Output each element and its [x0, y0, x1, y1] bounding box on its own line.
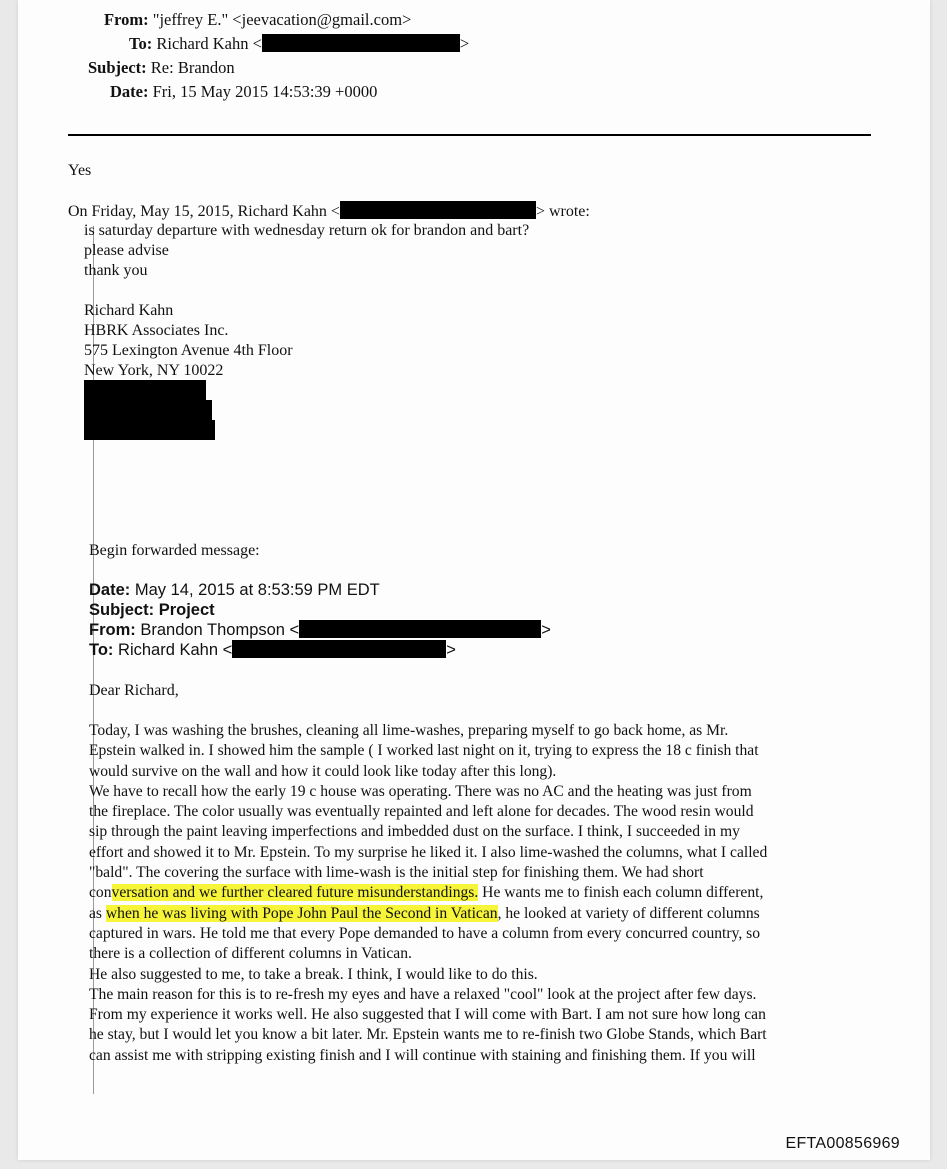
redaction-block: [232, 640, 446, 658]
body-line: Epstein walked in. I showed him the sample ( I worked last night on it, trying to express the 18 c finish that: [89, 742, 759, 760]
body-line: there is a collection of different columns in Vatican.: [89, 945, 412, 963]
fwd-to-close: >: [446, 641, 456, 659]
subject-value: Re: Brandon: [150, 58, 235, 77]
to-row: [18, 32, 469, 56]
date-row: [18, 80, 469, 104]
quote-intro-end: > wrote:: [535, 203, 590, 220]
redaction-block: [262, 34, 460, 52]
body-text: He wants me to finish each column different,: [478, 884, 764, 902]
body-line: "bald". The covering the surface with lime-wash is the initial step for finishing them. We had short: [89, 864, 704, 882]
date-label: Date:: [110, 82, 149, 101]
fwd-from-label: From:: [89, 621, 136, 639]
date-value: Fri, 15 May 2015 14:53:39 +0000: [152, 82, 378, 101]
signature-line: New York, NY 10022: [84, 362, 224, 379]
body-line: The main reason for this is to re-fresh my eyes and have a relaxed "cool" look at the project after few days.: [89, 985, 757, 1003]
begin-forwarded: Begin forwarded message:: [89, 542, 260, 559]
quote-intro-start: On Friday, May 15, 2015, Richard Kahn <: [68, 203, 340, 220]
fwd-date-label: Date:: [89, 581, 131, 599]
email-header: [18, 8, 469, 104]
highlighted-text: versation and we further cleared future misunderstandings.: [111, 884, 479, 902]
fwd-to-label: To:: [89, 641, 114, 659]
quoted-line: please advise: [84, 242, 169, 259]
to-label: To:: [129, 34, 153, 53]
fwd-to-value: Richard Kahn <: [118, 641, 233, 659]
quote-intro: [68, 201, 590, 222]
quoted-line: is saturday departure with wednesday return ok for brandon and bart?: [84, 222, 530, 239]
highlighted-text: when he was living with Pope John Paul the Second in Vatican: [105, 904, 498, 922]
body-line: sip through the paint leaving imperfections and imbedded dust on the surface. I think, I succeeded in my: [89, 823, 740, 841]
fwd-date-value: May 14, 2015 at 8:53:59 PM EDT: [134, 581, 380, 599]
document-page: [18, 0, 930, 1160]
body-text: , he looked at variety of different columns: [497, 904, 760, 922]
redaction-block: [84, 400, 212, 420]
body-line: can assist me with stripping existing finish and I will continue with staining and finishing them. If you will: [89, 1046, 756, 1064]
body-line: captured in wars. He told me that every Pope demanded to have a column from every concurred country, so: [89, 924, 761, 942]
body-line: the fireplace. The color usually was eventually repainted and left alone for decades. The wood resin would: [89, 803, 754, 821]
body-text: con: [89, 884, 112, 902]
signature-line: Richard Kahn: [84, 302, 174, 319]
redaction-block: [84, 380, 206, 400]
quoted-line: thank you: [84, 262, 148, 279]
body-line: would survive on the wall and how it could look like today after this long).: [89, 762, 557, 780]
fwd-from-value: Brandon Thompson <: [140, 621, 300, 639]
fwd-subject-label: Subject:: [89, 601, 155, 619]
body-line: effort and showed it to Mr. Epstein. To my surprise he liked it. I also lime-washed the columns, what I called: [89, 843, 768, 861]
signature-line: 575 Lexington Avenue 4th Floor: [84, 342, 293, 359]
from-row: [18, 8, 469, 32]
subject-row: [18, 56, 469, 80]
body-line: Today, I was washing the brushes, cleaning all lime-washes, preparing myself to go back home, as Mr.: [89, 722, 729, 739]
fwd-subject-value: Project: [158, 601, 215, 619]
redaction-block: [299, 620, 541, 638]
fwd-subject-row: [89, 600, 215, 620]
body-line: We have to recall how the early 19 c house was operating. There was no AC and the heating was just from: [89, 782, 752, 800]
fwd-from-close: >: [541, 621, 551, 639]
document-id: EFTA00856969: [785, 1135, 900, 1152]
from-label: From:: [104, 10, 149, 29]
body-text: as: [89, 904, 106, 922]
signature-line: HBRK Associates Inc.: [84, 322, 229, 339]
header-divider: [68, 134, 871, 136]
greeting: Dear Richard,: [89, 682, 179, 699]
fwd-to-row: [89, 640, 456, 660]
to-close: >: [459, 34, 470, 53]
subject-label: Subject:: [88, 58, 147, 77]
body-line: [89, 904, 767, 924]
body-line: [89, 883, 767, 903]
from-value: "jeffrey E." <jeevacation@gmail.com>: [152, 10, 412, 29]
reply-text: Yes: [68, 162, 92, 179]
fwd-from-row: [89, 620, 551, 640]
redaction-block: [340, 201, 536, 219]
redaction-block: [84, 420, 215, 440]
to-value: Richard Kahn <: [156, 34, 262, 53]
fwd-date-row: [89, 580, 380, 600]
body-line: From my experience it works well. He also suggested that I will come with Bart. I am not sure how long can: [89, 1006, 766, 1024]
body-line: he stay, but I would let you know a bit later. Mr. Epstein wants me to re-finish two Globe Stands, which Bart: [89, 1026, 767, 1044]
message-body: [89, 721, 767, 1066]
body-line: He also suggested to me, to take a break. I think, I would like to do this.: [89, 965, 538, 983]
